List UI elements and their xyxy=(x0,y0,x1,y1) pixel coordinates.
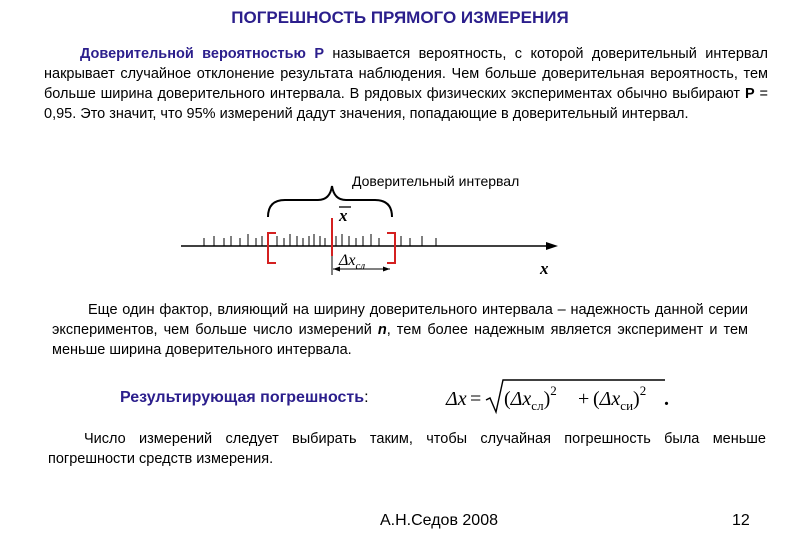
right-bracket xyxy=(387,233,395,263)
formula-term1-text: Δx xyxy=(510,388,532,410)
left-bracket xyxy=(268,233,276,263)
symbol-p-2: P xyxy=(744,86,755,102)
page-number: 12 xyxy=(732,512,750,529)
symbol-n: n xyxy=(377,322,387,338)
formula-equals: = xyxy=(470,388,482,410)
footer-author: А.Н.Седов 2008 xyxy=(380,512,498,529)
paragraph2-text-a: Еще один фактор, влияющий на ширину доверительного интервала – надежность данной серии экспериментов, чем больше число измерений xyxy=(52,302,748,338)
formula-power2: 2 xyxy=(639,383,647,398)
formula-lhs: Δx xyxy=(446,388,467,410)
mean-x-label: x xyxy=(339,206,348,225)
x-axis-arrow xyxy=(546,242,558,250)
resulting-error-formula xyxy=(440,374,680,418)
axis-x-label: x xyxy=(540,259,549,278)
delta-x-text: Δx xyxy=(339,252,356,269)
paragraph1-text-a: называется вероятность, с которой доверительный интервал накрывает случайное отклонение результата наблюдения. Чем больше доверительная вероятность, тем больше ширина доверительного интервала. В рядовых физических экспериментах обычно выбирают xyxy=(44,46,768,102)
formula-sub1: сл xyxy=(531,398,544,413)
resulting-error-colon: : xyxy=(364,389,369,406)
formula-paren-close-1: ) xyxy=(543,388,551,410)
resulting-error-text: Результирующая погрешность xyxy=(120,389,365,406)
formula-dot: . xyxy=(664,388,669,410)
formula-plus: + xyxy=(578,388,590,410)
delta-arrow-right xyxy=(383,267,390,272)
formula-paren-open-1: ( xyxy=(504,388,511,410)
paragraph-number-of-measurements xyxy=(48,429,766,469)
paragraph-reliability xyxy=(52,300,748,360)
resulting-error-label xyxy=(120,389,369,407)
paragraph2-text-b: , тем более надежным является эксперимент и тем меньше ширина доверительного интервала. xyxy=(52,322,748,358)
slide-title: ПОГРЕШНОСТЬ ПРЯМОГО ИЗМЕРЕНИЯ xyxy=(231,8,569,27)
measurement-ticks xyxy=(204,234,436,246)
paragraph3-text: Число измерений следует выбирать таким, чтобы случайная погрешность была меньше погрешности средств измерения. xyxy=(48,431,766,467)
formula-paren-close-2: ) xyxy=(633,388,640,410)
formula-power1: 2 xyxy=(550,383,557,398)
formula-paren-open-2: ( xyxy=(593,388,600,410)
symbol-p: P xyxy=(314,46,325,62)
formula-sub2: си xyxy=(620,398,634,413)
formula-term2 xyxy=(593,383,646,413)
delta-subscript: сл xyxy=(355,260,366,272)
confidence-interval-label: Доверительный интервал xyxy=(352,173,520,189)
formula-term2-text: Δx xyxy=(599,388,621,410)
formula-term1 xyxy=(504,383,557,413)
paragraph1-text-b: = 0,95. Это значит, что 95% измерений дадут значения, попадающие в доверительный интервал. xyxy=(44,86,768,122)
interval-brace xyxy=(268,186,392,217)
term-confidence-probability: Доверительной вероятностью xyxy=(80,46,306,62)
